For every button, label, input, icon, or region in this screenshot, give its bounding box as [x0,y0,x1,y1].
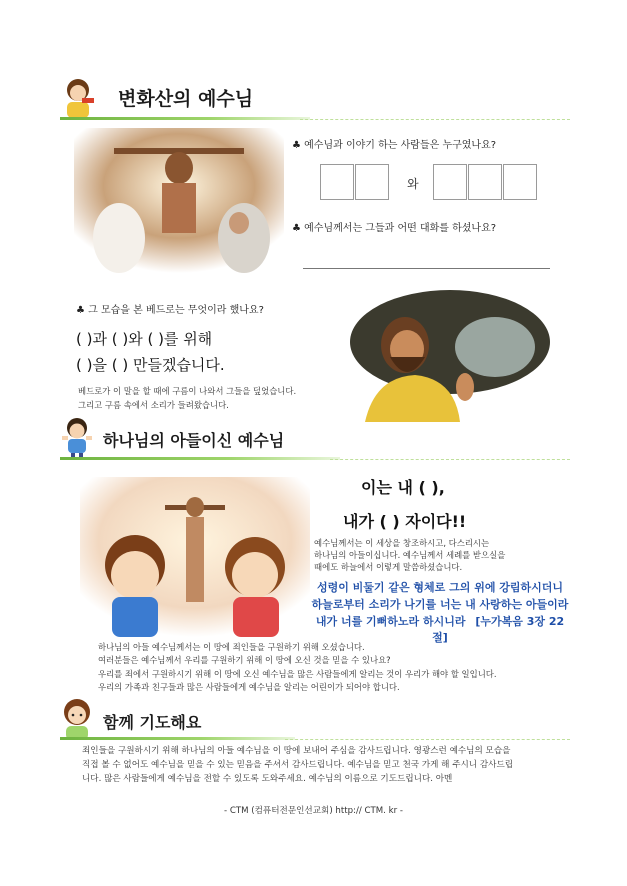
headline-line-1: 이는 내 ( ), [361,478,445,497]
body-line-4: 우리의 가족과 친구들과 많은 사람들에게 예수님을 알리는 어린이가 되어야 합니다. [98,682,400,692]
section2-title: 하나님의 아들이신 예수님 [103,431,285,450]
section1-underline [60,117,310,120]
transfiguration-image [74,128,284,273]
section2-underline [60,457,340,460]
prayer-line-1: 죄인들을 구원하시기 위해 하나님의 아들 예수님을 이 땅에 보내어 주심을 감사드립니다. 영광스런 예수님의 모습을 [82,746,511,756]
question-1: ♣ 예수님과 이야기 하는 사람들은 누구였나요? [292,140,497,151]
section3-title: 함께 기도해요 [103,713,202,732]
section1-dotline [300,119,570,120]
note-line-1: 베드로가 이 말을 할 때에 구름이 나와서 그들을 덮었습니다. [78,386,297,396]
question-3: ♣ 그 모습을 본 베드로는 무엇이라 했나요? [76,305,264,316]
prayer-line-2: 직접 볼 수 없어도 예수님을 믿을 수 있는 믿음을 주셔서 감사드립니다. 예수님을 믿고 천국 가게 해 주시니 감사드립 [82,760,514,770]
answer-box-5[interactable] [503,164,537,200]
teacher-icon [58,76,98,120]
answer-box-4[interactable] [468,164,502,200]
section1-title: 변화산의 예수님 [118,88,254,110]
connector-text: 와 [407,177,419,191]
section2-dotline [330,459,570,460]
verse-line-2: 하늘로부터 소리가 나기를 너는 내 사랑하는 아들이라 [311,598,569,611]
body-line-2: 여러분들은 예수님께서 우리를 구원하기 위해 이 땅에 오신 것을 믿을 수 있나요? [98,655,391,665]
desc-line-2: 하나님의 아들이십니다. 예수님께서 세례를 받으실을 [314,550,506,560]
answer-line[interactable] [303,268,550,269]
footer-text: - CTM (컴퓨터전문인선교회) http:// CTM. kr - [224,806,403,816]
answer-box-2[interactable] [355,164,389,200]
girl-icon [58,697,96,741]
peter-image [345,287,555,422]
body-line-3: 우리를 죄에서 구원하시기 위해 이 땅에 오신 예수님을 많은 사람들에게 알리는 것이 우리가 해야 할 일입니다. [98,669,497,679]
answer-box-1[interactable] [320,164,354,200]
headline-line-2: 내가 ( ) 자이다!! [343,512,467,531]
section3-underline [60,737,295,740]
answer-box-3[interactable] [433,164,467,200]
verse-text: 내가 너를 기뻐하노라 하시니라 [315,615,466,628]
section3-dotline [285,739,570,740]
fill-blank-line-1: ( )과 ( )와 ( )를 위해 [76,330,213,348]
fill-blank-line-2: ( )을 ( ) 만들겠습니다. [76,356,225,374]
verse-reference: [누가복음 3장 22절] [432,615,565,644]
jesus-children-image [80,477,310,637]
verse-line-1: 성령이 비둘기 같은 형체로 그의 위에 강림하시더니 [316,581,564,594]
note-line-2: 그리고 구름 속에서 소리가 들려왔습니다. [78,400,229,410]
question-2: ♣ 예수님께서는 그들과 어떤 대화를 하셨나요? [292,223,497,234]
prayer-line-3: 니다. 많은 사람들에게 예수님을 전할 수 있도록 도와주세요. 예수님의 이름으로 기도드립니다. 아멘 [82,774,453,784]
child-icon [60,416,94,460]
body-line-1: 하나님의 아들 예수님께서는 이 땅에 죄인들을 구원하기 위해 오셨습니다. [98,642,365,652]
desc-line-1: 예수님께서는 이 세상을 창조하시고, 다스리시는 [314,538,490,548]
desc-line-3: 때에도 하늘에서 이렇게 말씀하셨습니다. [314,562,463,572]
